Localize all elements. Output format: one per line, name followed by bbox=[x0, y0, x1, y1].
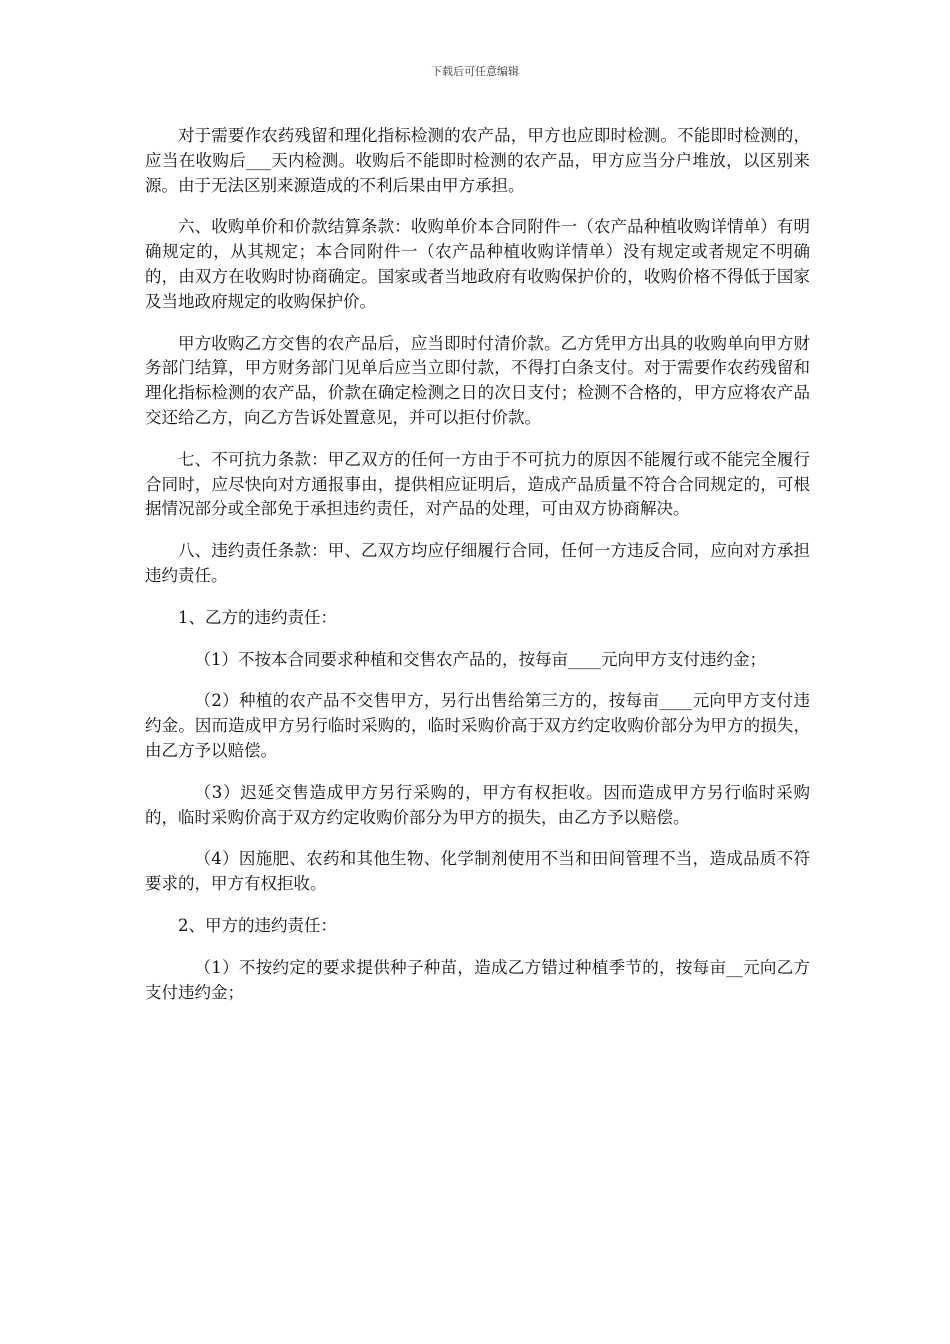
paragraph-party-a-heading: 2、甲方的违约责任： bbox=[178, 915, 337, 935]
paragraph-clause-6: 六、收购单价和价款结算条款：收购单价本合同附件一（农产品种植收购详情单）有明确规定的，从其规定；本合同附件一（农产品种植收购详情单）没有规定或者规定不明确的，由双方在收购时协商确定。国家或者当地政府有收购保护价的，收购价格不得低于国家及当地政府规定的收购保护价。 bbox=[145, 217, 810, 311]
page-header: 下载后可任意编辑 bbox=[431, 65, 519, 78]
paragraph-party-b-item-2: （2）种植的农产品不交售甲方，另行出售给第三方的，按每亩____元向甲方支付违约金。因而造成甲方另行临时采购的，临时采购价高于双方约定收购价部分为甲方的损失，由乙方予以赔偿。 bbox=[145, 691, 810, 760]
paragraph-testing: 对于需要作农药残留和理化指标检测的农产品，甲方也应即时检测。不能即时检测的，应当在收购后___天内检测。收购后不能即时检测的农产品，甲方应当分户堆放，以区别来源。由于无法区别来源造成的不利后果由甲方承担。 bbox=[145, 126, 810, 195]
paragraph-party-b-item-3: （3）迟延交售造成甲方另行采购的，甲方有权拒收。因而造成甲方另行临时采购的，临时采购价高于双方约定收购价部分为甲方的损失，由乙方予以赔偿。 bbox=[145, 782, 810, 827]
paragraph-payment: 甲方收购乙方交售的农产品后，应当即时付清价款。乙方凭甲方出具的收购单向甲方财务部门结算，甲方财务部门见单后应当立即付款，不得打白条支付。对于需要作农药残留和理化指标检测的农产品，价款在确定检测之日的次日支付；检测不合格的，甲方应将农产品交还给乙方，向乙方告诉处置意见，并可以拒付价款。 bbox=[145, 333, 810, 427]
paragraph-clause-7: 七、不可抗力条款：甲乙双方的任何一方由于不可抗力的原因不能履行或不能完全履行合同时，应尽快向对方通报事由，提供相应证明后，造成产品质量不符合合同规定的，可根据情况部分或全部免于承担违约责任，对产品的处理，可由双方协商解决。 bbox=[145, 449, 810, 519]
paragraph-party-a-item-1: （1）不按约定的要求提供种子种苗，造成乙方错过种植季节的，按每亩__元向乙方支付违约金； bbox=[145, 957, 810, 1002]
paragraph-party-b-heading: 1、乙方的违约责任： bbox=[178, 607, 337, 627]
document-body bbox=[145, 124, 810, 1022]
paragraph-party-b-item-1: （1）不按本合同要求种植和交售农产品的，按每亩____元向甲方支付违约金； bbox=[194, 649, 766, 669]
paragraph-party-b-item-4: （4）因施肥、农药和其他生物、化学制剂使用不当和田间管理不当，造成品质不符要求的，甲方有权拒收。 bbox=[145, 849, 810, 894]
paragraph-clause-8: 八、违约责任条款：甲、乙双方均应仔细履行合同，任何一方违反合同，应向对方承担违约责任。 bbox=[145, 541, 810, 585]
